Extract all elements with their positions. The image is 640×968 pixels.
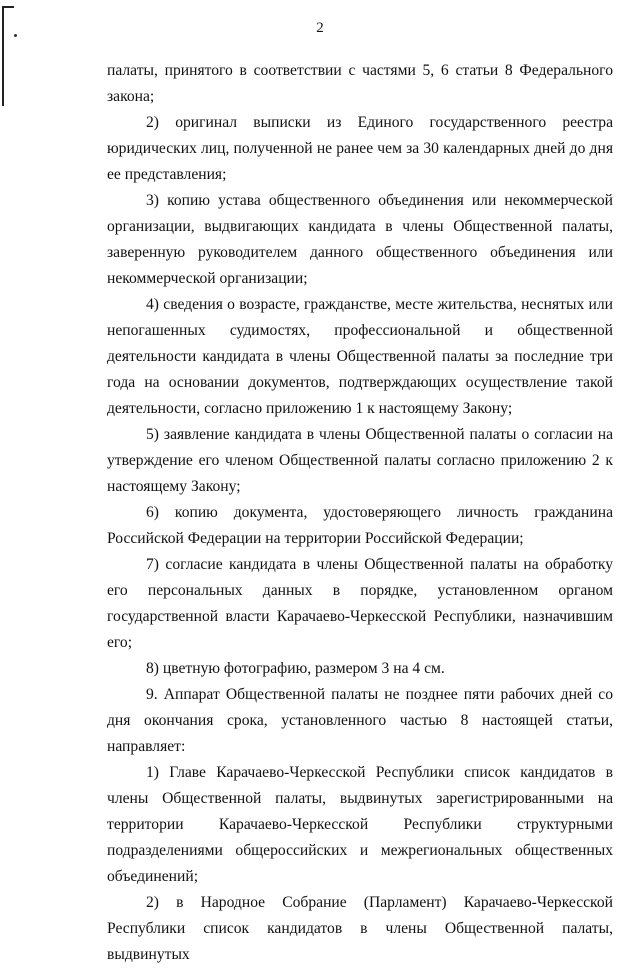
paragraph-item-3: 3) копию устава общественного объединения или некоммерческой организации, выдвигающих кандидата в члены Общественной палаты, заверенную руководителем данного общественного объединения или некоммерческой организации; [107, 192, 613, 287]
document-body [107, 58, 613, 968]
paragraph-continuation: палаты, принятого в соответствии с частями 5, 6 статьи 8 Федерального закона; [107, 62, 613, 105]
paragraph-item-8: 8) цветную фотографию, размером 3 на 4 см. [146, 660, 445, 677]
paragraph-item-5: 5) заявление кандидата в члены Общественной палаты о согласии на утверждение его членом Общественной палаты согласно приложению 2 к настоящему Закону; [107, 426, 613, 495]
paragraph-part-9-item-2: 2) в Народное Собрание (Парламент) Карачаево-Черкесской Республики список кандидатов в члены Общественной палаты, выдвинутых [107, 894, 613, 963]
paragraph-item-2: 2) оригинал выписки из Единого государственного реестра юридических лиц, полученной не ранее чем за 30 календарных дней до дня ее представления; [107, 114, 613, 183]
paragraph-part-9-item-1: 1) Главе Карачаево-Черкесской Республики список кандидатов в члены Общественной палаты, выдвинутых зарегистрированными на территории Карачаево-Черкесской Республики структурными подразделениями общероссийских и межрегиональных общественных объединений; [107, 764, 613, 885]
paragraph-item-6: 6) копию документа, удостоверяющего личность гражданина Российской Федерации на территории Российской Федерации; [107, 504, 613, 547]
scan-corner-mark [2, 6, 14, 8]
paragraph-part-9: 9. Аппарат Общественной палаты не позднее пяти рабочих дней со дня окончания срока, установленного частью 8 настоящей статьи, направляет: [107, 686, 613, 755]
page-number: 2 [316, 20, 324, 36]
paragraph-item-4: 4) сведения о возрасте, гражданстве, месте жительства, неснятых или непогашенных судимостях, профессиональной и общественной деятельности кандидата в члены Общественной палаты за последние три года на основании документов, подтверждающих осуществление такой деятельности, согласно приложению 1 к настоящему Закону; [107, 296, 613, 417]
paragraph-item-7: 7) согласие кандидата в члены Общественной палаты на обработку его персональных данных в порядке, установленном органом государственной власти Карачаево-Черкесской Республики, назначившим его; [107, 556, 613, 651]
